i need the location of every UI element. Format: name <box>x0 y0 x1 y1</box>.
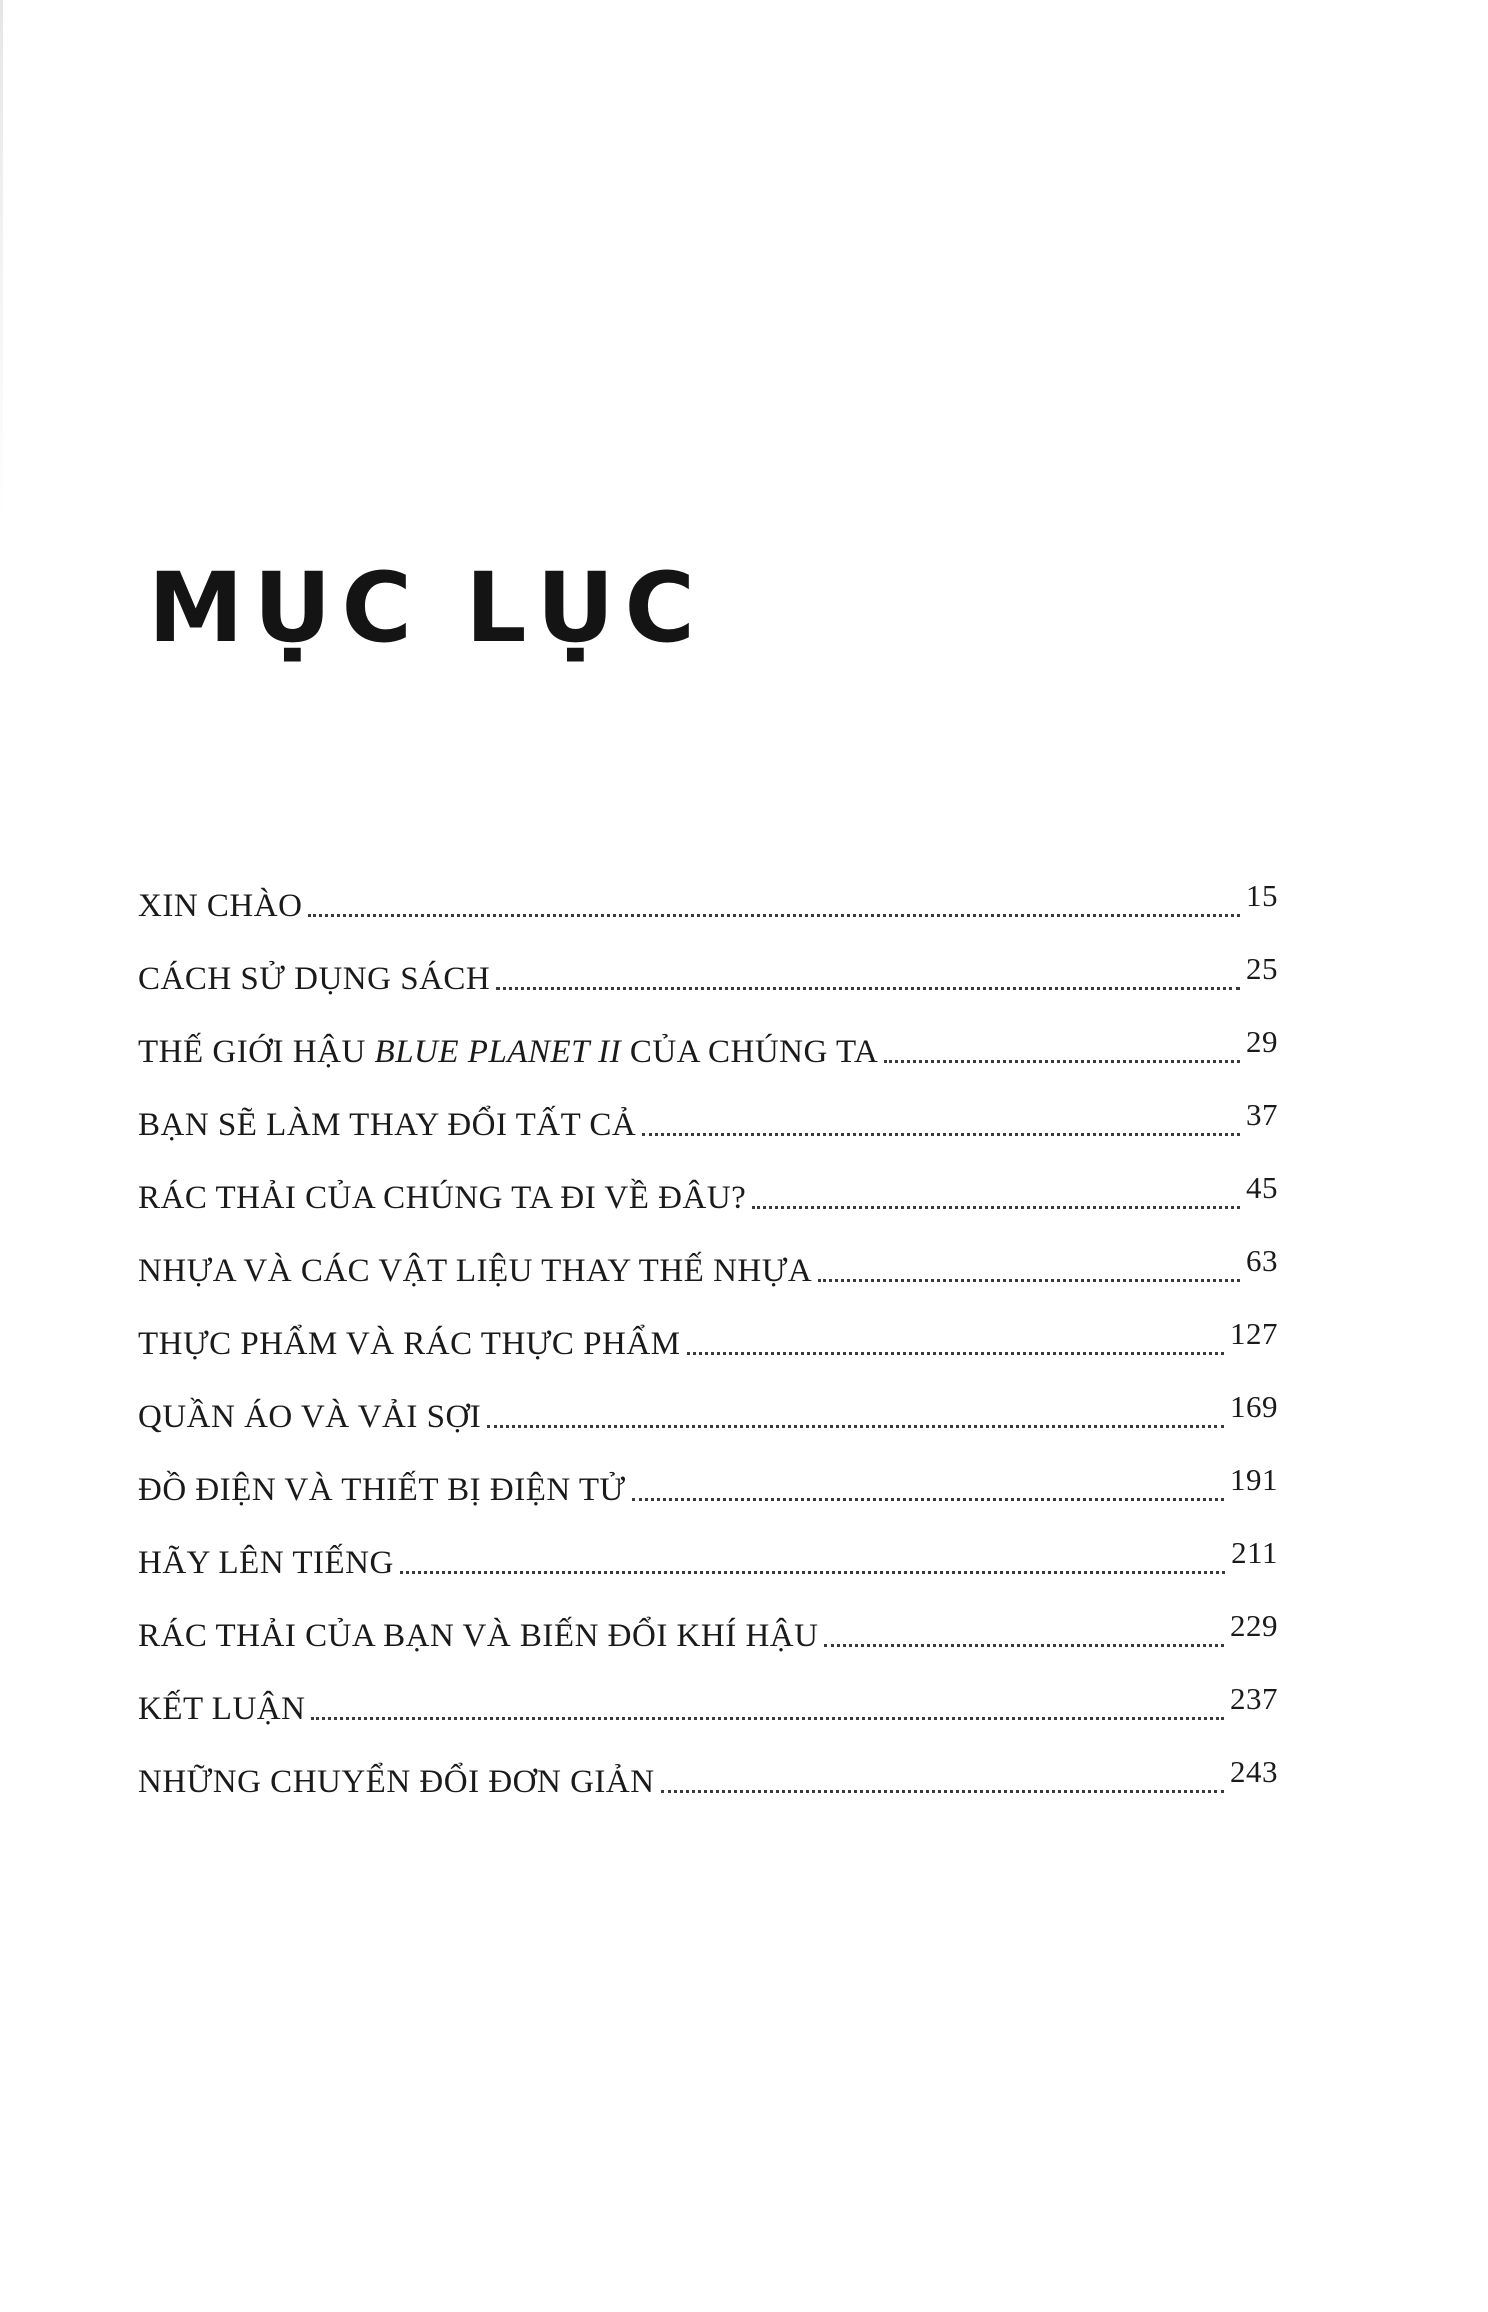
page-edge-shadow <box>0 0 3 520</box>
toc-title-italic: BLUE PLANET II <box>374 1034 622 1070</box>
toc-entry <box>138 1726 1278 1799</box>
dot-leader <box>311 1717 1224 1720</box>
toc-title-part: CỦA CHÚNG TA <box>621 1034 879 1070</box>
toc-entry-title: ĐỒ ĐIỆN VÀ THIẾT BỊ ĐIỆN TỬ <box>138 1472 626 1508</box>
dot-leader <box>661 1790 1224 1793</box>
toc-entry-title: KẾT LUẬN <box>138 1691 306 1727</box>
dot-leader <box>400 1571 1225 1574</box>
toc-title-part: THẾ GIỚI HẬU <box>138 1034 375 1070</box>
toc-entry-page: 45 <box>1246 1170 1278 1205</box>
toc-entry-title: NHỰA VÀ CÁC VẬT LIỆU THAY THẾ NHỰA <box>138 1253 813 1289</box>
toc-entry <box>138 1434 1278 1507</box>
dot-leader <box>632 1498 1224 1501</box>
toc-entry <box>138 1069 1278 1142</box>
page-title: MỤC LỤC <box>148 552 705 664</box>
dot-leader <box>884 1060 1240 1063</box>
dot-leader <box>642 1133 1240 1136</box>
toc-entry-page: 229 <box>1230 1608 1278 1643</box>
toc-entry-page: 191 <box>1230 1462 1278 1497</box>
toc-entry <box>138 1580 1278 1653</box>
dot-leader <box>818 1279 1240 1282</box>
toc-entry-page: 63 <box>1246 1243 1278 1278</box>
toc-entry-page: 25 <box>1246 951 1278 986</box>
dot-leader <box>687 1352 1225 1355</box>
toc-entry <box>138 1507 1278 1580</box>
toc-entry-page: 243 <box>1230 1754 1278 1789</box>
toc-entry-page: 169 <box>1230 1389 1278 1424</box>
toc-entry <box>138 1361 1278 1434</box>
toc-entry-title: QUẦN ÁO VÀ VẢI SỢI <box>138 1399 482 1435</box>
toc-entry <box>138 1653 1278 1726</box>
dot-leader <box>752 1206 1240 1209</box>
toc-entry <box>138 1215 1278 1288</box>
toc-entry <box>138 996 1278 1069</box>
toc-entry-title: HÃY LÊN TIẾNG <box>138 1545 394 1581</box>
toc-entry-page: 15 <box>1246 878 1278 913</box>
toc-entry-title: BẠN SẼ LÀM THAY ĐỔI TẤT CẢ <box>138 1107 637 1143</box>
toc-entry-title: CÁCH SỬ DỤNG SÁCH <box>138 961 491 997</box>
table-of-contents <box>138 850 1278 1799</box>
toc-entry-page: 211 <box>1231 1535 1278 1570</box>
toc-entry <box>138 923 1278 996</box>
toc-entry-page: 29 <box>1246 1024 1278 1059</box>
toc-entry <box>138 1142 1278 1215</box>
toc-entry <box>138 1288 1278 1361</box>
toc-entry-title: XIN CHÀO <box>138 888 303 924</box>
toc-entry <box>138 850 1278 923</box>
toc-entry-page: 127 <box>1230 1316 1278 1351</box>
toc-entry-title: THỰC PHẨM VÀ RÁC THỰC PHẨM <box>138 1326 681 1362</box>
dot-leader <box>487 1425 1224 1428</box>
toc-entry-title: RÁC THẢI CỦA BẠN VÀ BIẾN ĐỔI KHÍ HẬU <box>138 1618 819 1654</box>
toc-entry-title: NHỮNG CHUYỂN ĐỔI ĐƠN GIẢN <box>138 1764 655 1800</box>
toc-entry-title <box>138 1036 878 1069</box>
toc-entry-page: 37 <box>1246 1097 1278 1132</box>
toc-entry-title: RÁC THẢI CỦA CHÚNG TA ĐI VỀ ĐÂU? <box>138 1180 747 1216</box>
dot-leader <box>308 914 1240 917</box>
dot-leader <box>496 987 1240 990</box>
toc-entry-page: 237 <box>1230 1681 1278 1716</box>
dot-leader <box>824 1644 1224 1647</box>
